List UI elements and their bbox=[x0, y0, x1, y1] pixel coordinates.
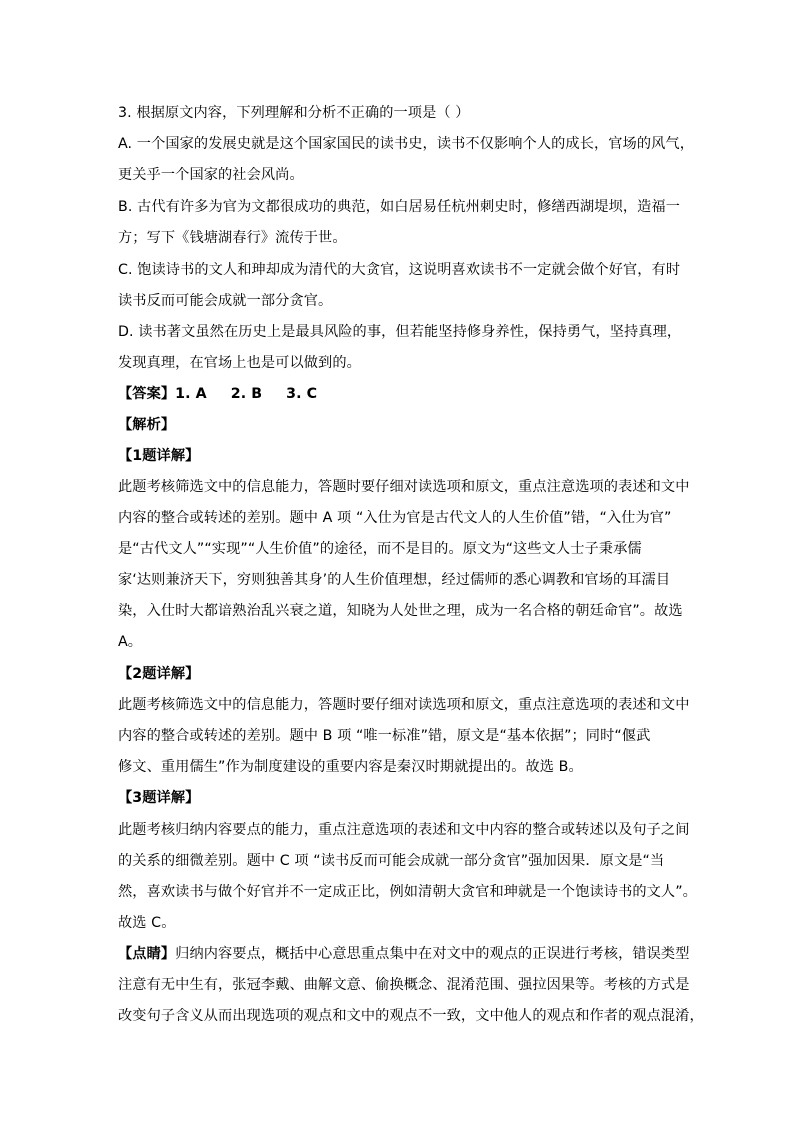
option-c-line-2: 读书反而可能会成就一部分贪官。 bbox=[118, 293, 333, 309]
answer-label: 【答案】 bbox=[118, 386, 176, 402]
q3-line: 此题考核归纳内容要点的能力，重点注意选项的表述和文中内容的整合或转述以及句子之间 bbox=[118, 822, 690, 838]
answer-item: 1. A bbox=[175, 386, 207, 402]
q3-heading: 【3题详解】 bbox=[118, 790, 200, 806]
option-a-line-2: 更关乎一个国家的社会风尚。 bbox=[118, 167, 304, 183]
q2-heading: 【2题详解】 bbox=[118, 666, 200, 682]
tip-line: 改变句子含义从而出现选项的观点和文中的观点不一致，文中他人的观点和作者的观点混淆， bbox=[118, 1008, 704, 1024]
option-b-line-1: B. 古代有许多为官为文都很成功的典范，如白居易任杭州刺史时，修缮西湖堤坝，造福一 bbox=[118, 199, 680, 215]
tip-first-text: 归纳内容要点，概括中心意思重点集中在对文中的观点的正误进行考核，错误类型 bbox=[175, 946, 690, 962]
q1-line: 此题考核筛选文中的信息能力，答题时要仔细对读选项和原文，重点注意选项的表述和文中 bbox=[118, 479, 690, 495]
q3-line: 然，喜欢读书与做个好官并不一定成正比，例如清朝大贪官和珅就是一个饱读诗书的文人”。 bbox=[118, 884, 697, 900]
tip-line: 注意有无中生有，张冠李戴、曲解文意、偷换概念、混淆范围、强拉因果等。考核的方式是 bbox=[118, 977, 690, 993]
q1-line: 是“古代文人”“实现”“人生价值”的途径，而不是目的。原文为“这些文人士子秉承儒 bbox=[118, 541, 642, 557]
answer-line bbox=[118, 384, 317, 404]
q1-line: 染，入仕时大都谙熟治乱兴衰之道，知晓为人处世之理，成为一名合格的朝廷命官”。故选 bbox=[118, 603, 683, 619]
answer-item: 2. B bbox=[230, 386, 263, 402]
q2-line: 修文、重用儒生”作为制度建设的重要内容是秦汉时期就提出的。故选 B。 bbox=[118, 759, 583, 775]
option-a-line-1: A. 一个国家的发展史就是这个国家国民的读书史，读书不仅影响个人的成长，官场的风气， bbox=[118, 136, 694, 152]
q3-line: 的关系的细微差别。题中 C 项 “读书反而可能会成就一部分贪官”强加因果．原文是“当 bbox=[118, 853, 665, 869]
q1-line: 家‘达则兼济天下，穷则独善其身’的人生价值理想，经过儒师的悉心调教和官场的耳濡目 bbox=[118, 572, 671, 588]
q2-line: 内容的整合或转述的差别。题中 B 项 “唯一标准”错，原文是“基本依据”；同时“偃武 bbox=[118, 728, 651, 744]
tip-line-1 bbox=[118, 944, 690, 964]
option-b-line-2: 方；写下《钱塘湖春行》流传于世。 bbox=[118, 230, 347, 246]
question-3-stem: 3. 根据原文内容，下列理解和分析不正确的一项是（ ） bbox=[118, 105, 470, 121]
analysis-heading: 【解析】 bbox=[118, 417, 176, 433]
q1-line: 内容的整合或转述的差别。题中 A 项 “入仕为官是古代文人的人生价值”错，“入仕为官” bbox=[118, 510, 672, 526]
option-d-line-1: D. 读书著文虽然在历史上是最具风险的事，但若能坚持修身养性，保持勇气，坚持真理， bbox=[118, 324, 682, 340]
q1-line: A。 bbox=[118, 634, 143, 650]
answer-item: 3. C bbox=[286, 386, 318, 402]
tip-label: 【点睛】 bbox=[118, 946, 176, 962]
q3-line: 故选 C。 bbox=[118, 915, 176, 931]
option-d-line-2: 发现真理，在官场上也是可以做到的。 bbox=[118, 355, 361, 371]
q1-heading: 【1题详解】 bbox=[118, 448, 200, 464]
q2-line: 此题考核筛选文中的信息能力，答题时要仔细对读选项和原文，重点注意选项的表述和文中 bbox=[118, 697, 690, 713]
option-c-line-1: C. 饱读诗书的文人和珅却成为清代的大贪官，这说明喜欢读书不一定就会做个好官，有时 bbox=[118, 262, 681, 278]
